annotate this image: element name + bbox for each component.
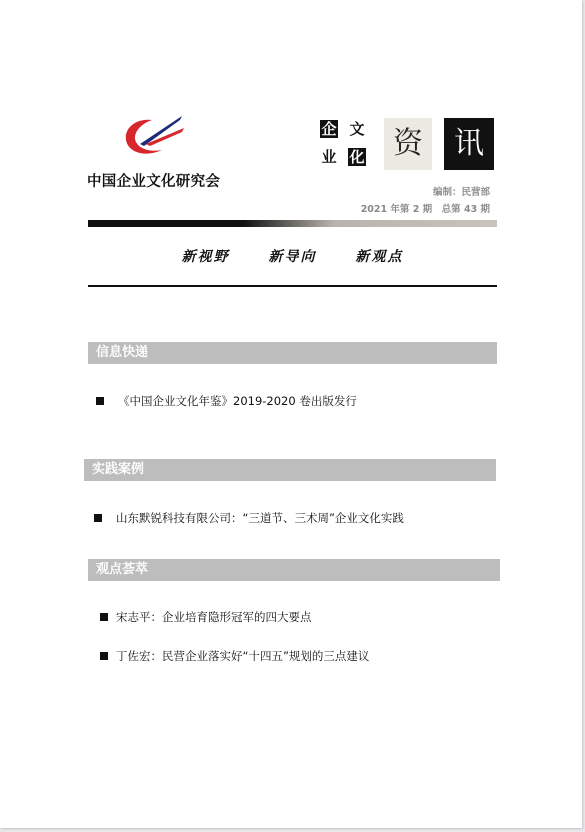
slogan: 新观点 — [355, 249, 404, 265]
section-header-views: 观点荟萃 — [88, 559, 500, 581]
title-xun: 讯 — [444, 118, 494, 170]
title-char: 企 — [321, 120, 337, 138]
header-divider — [88, 220, 497, 227]
item-text: 宋志平：企业培育隐形冠军的四大要点 — [116, 610, 312, 624]
editor-credit: 编制：民营部 — [432, 187, 490, 198]
section-header-news: 信息快递 — [88, 342, 497, 364]
slogan-row — [88, 246, 497, 266]
slogan-divider — [88, 285, 497, 287]
issue-number: 2021 年第 2 期 总第 43 期 — [360, 204, 490, 215]
slogan: 新导向 — [268, 249, 317, 265]
item-text: 丁佐宏：民营企业落实好“十四五”规划的三点建议 — [116, 649, 370, 663]
title-char: 化 — [349, 148, 365, 166]
item-text: 山东默锐科技有限公司：“三道节、三术周”企业文化实践 — [116, 511, 404, 525]
section-header-cases: 实践案例 — [84, 459, 496, 481]
list-item[interactable] — [100, 648, 369, 664]
slogan: 新视野 — [181, 249, 230, 265]
bullet-icon — [100, 613, 108, 621]
title-char: 文 — [349, 120, 365, 138]
org-name: 中国企业文化研究会 — [87, 174, 221, 190]
item-text: 《中国企业文化年鉴》2019-2020 卷出版发行 — [118, 394, 357, 408]
list-item[interactable] — [100, 609, 312, 625]
org-logo — [122, 114, 184, 158]
bullet-icon — [94, 514, 102, 522]
title-qiye-wenhua — [320, 118, 365, 170]
bullet-icon — [100, 652, 108, 660]
title-char: 业 — [321, 148, 337, 166]
bullet-icon — [96, 397, 104, 405]
list-item[interactable] — [96, 393, 357, 409]
title-zi: 资 — [384, 118, 432, 170]
list-item[interactable] — [94, 510, 404, 526]
